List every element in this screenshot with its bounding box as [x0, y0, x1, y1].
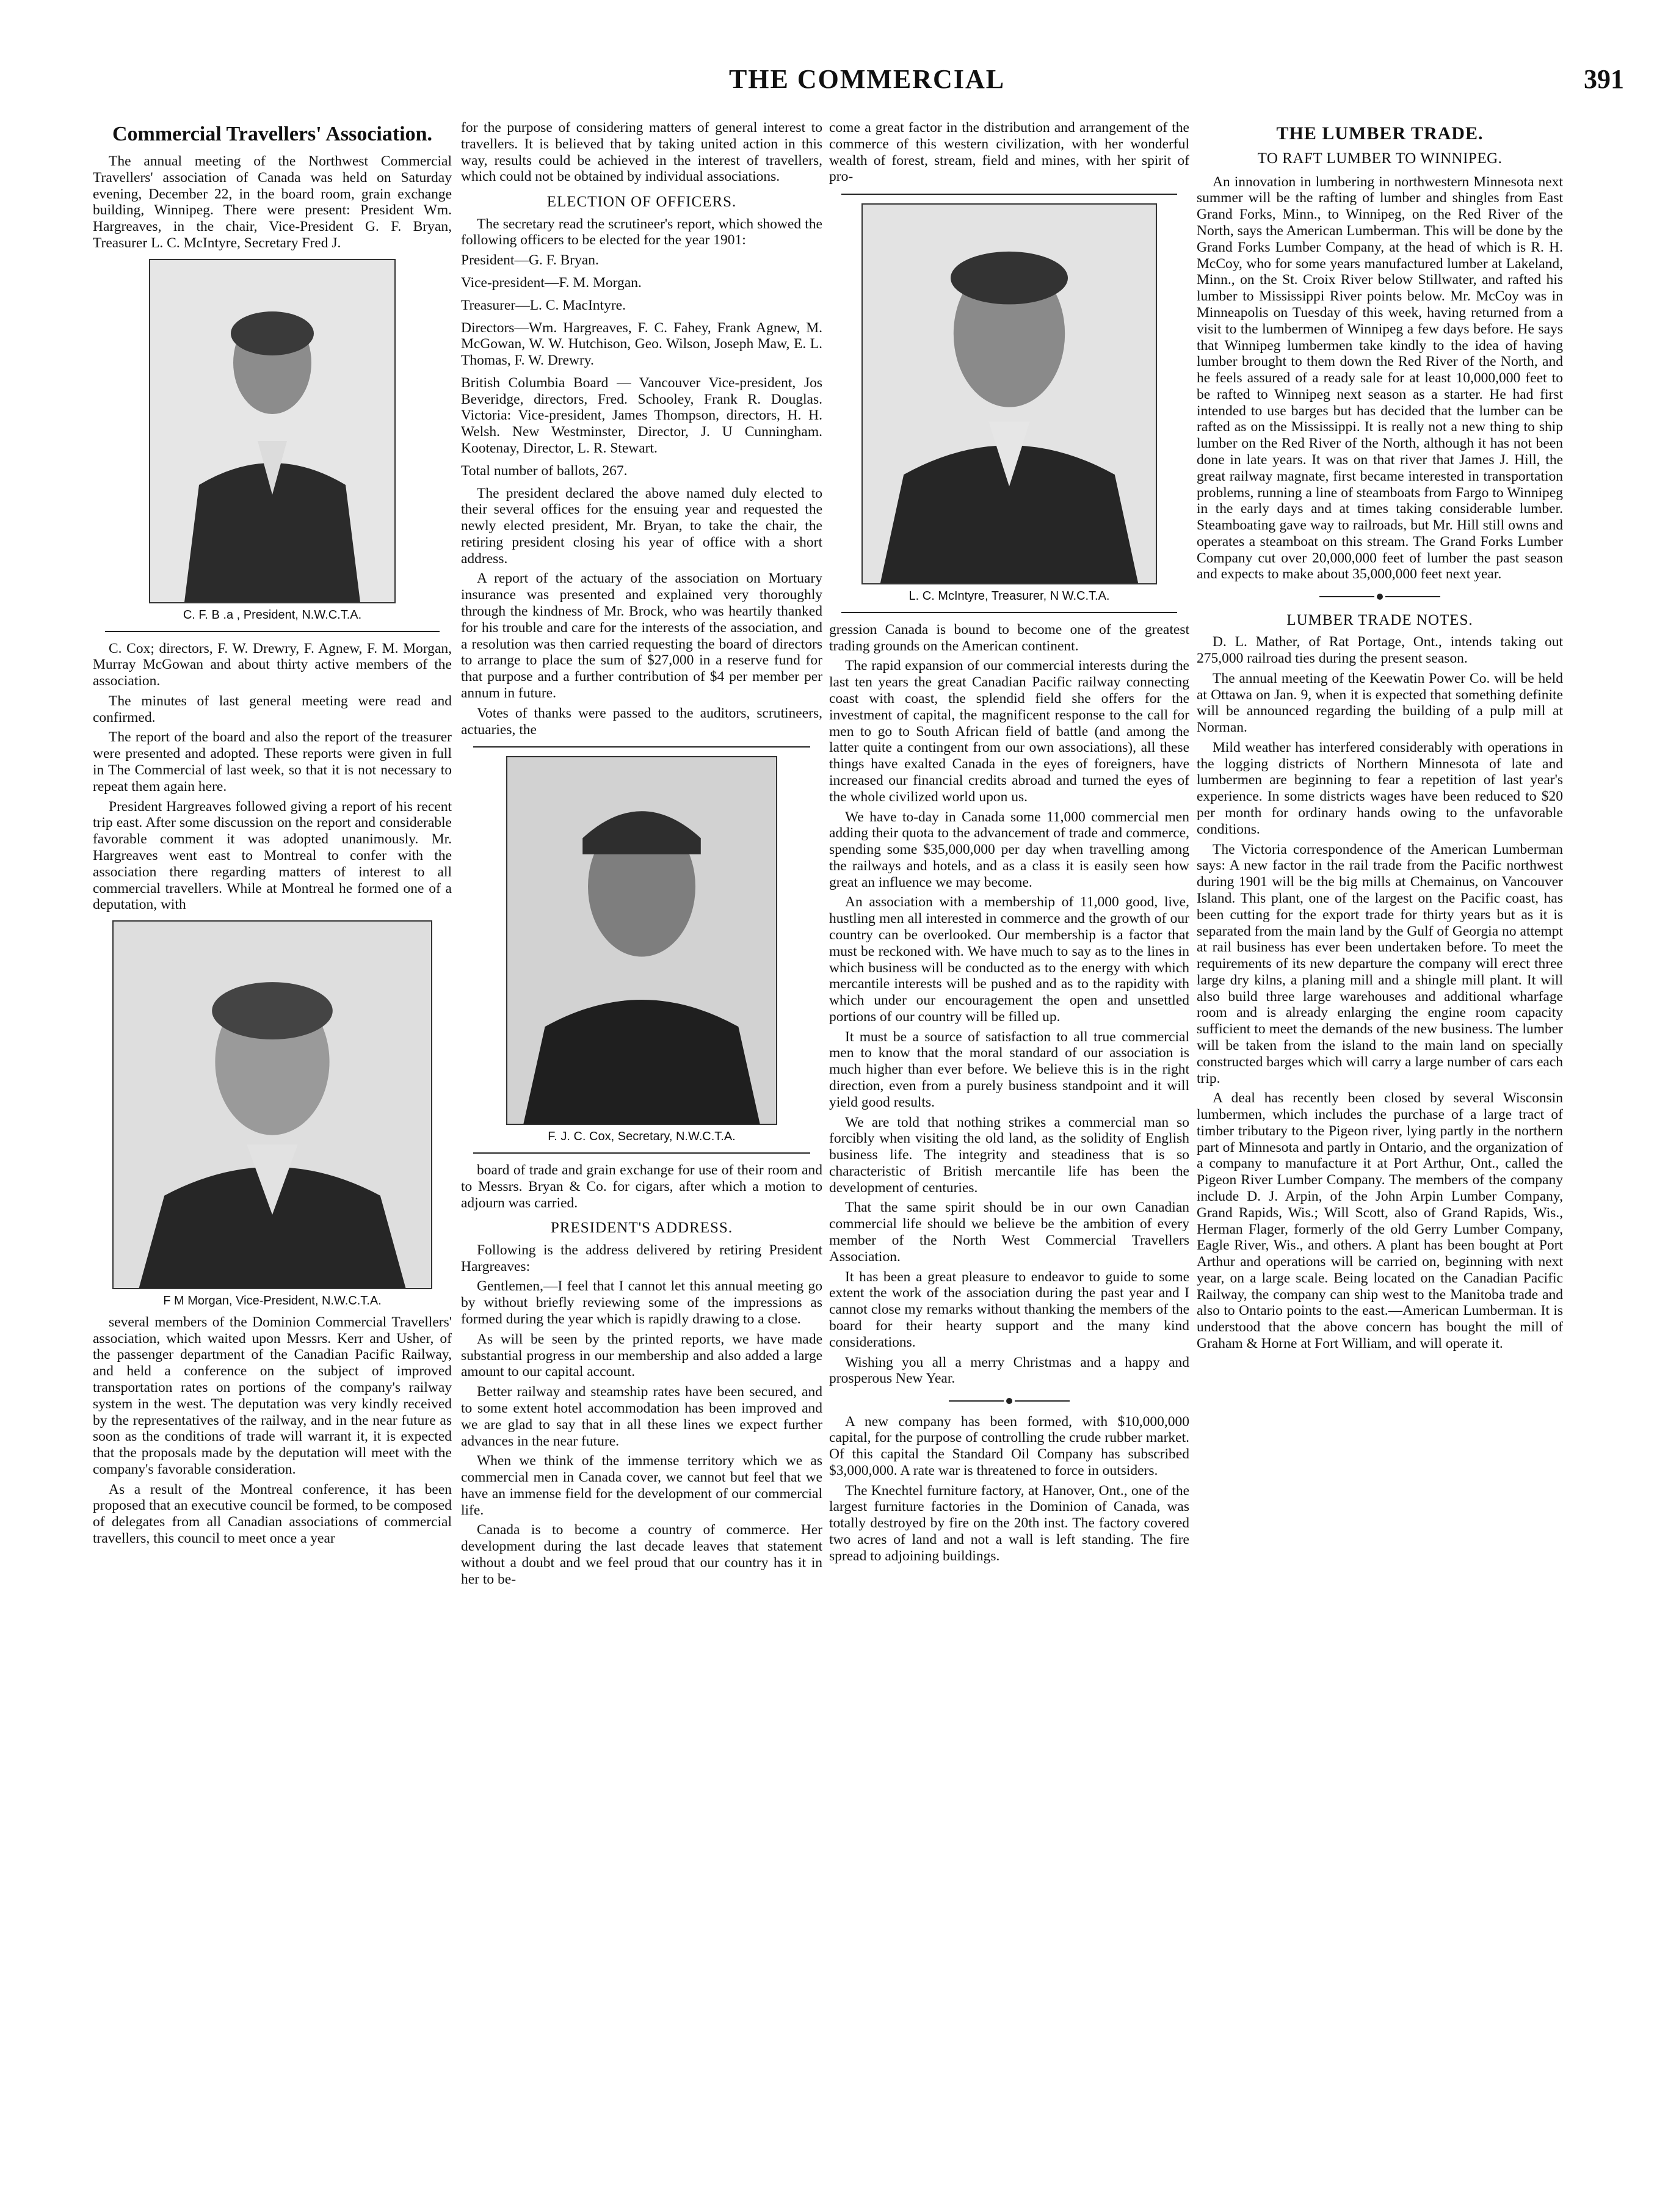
paragraph: The Victoria correspondence of the American Lumberman says: A new factor in the rail trade from the Pacific northwest during 1901 will be the big mills at Chemainus, on Vancouver Island. This plant, one of the largest on the Pacific coast, has been cutting for the export trade for thirty years but as it is separated from the main land by the Gulf of Georgia no attempt at rail business has ever been undertaken before. To meet the requirements of its new departure the company will erect three large dry kilns, a planing mill and a shingle mill plant. It will also build three large warehouses and additional wharfage room and is already enlarging the engine room capacity sufficient to meet the demands of the new business. The lumber will be taken from the island to the main land on specially constructed barges which will carry a large number of cars each trip.	[1197, 841, 1563, 1086]
portrait-figure	[93, 259, 452, 622]
portrait-illustration	[114, 922, 431, 1288]
portrait-illustration	[863, 205, 1156, 583]
paragraph: An innovation in lumbering in northwestern Minnesota next summer will be the rafting of lumber and shingles from East Grand Forks, Minn., to Winnipeg, on the Red River of the North, says the American Lumberman. This will be done by the Grand Forks Lumber Company, at the head of which is R. H. McCoy, who for some years manufactured lumber at Lakeland, Minn., on the St. Croix River below Stillwater, and rafted his lumber to Mississippi River points below. Mr. McCoy was in Minneapolis on Tuesday of this week, having returned from a visit to the lumbermen of Winnipeg a few days before. He says that Winnipeg lumbermen take kindly to the idea of having lumber brought to them down the Red River of the North, and he feels assured of a ready sale for at least 10,000,000 feet to be rafted to Winnipeg next season as a starter. He had first intended to use barges but has decided that the lumber can be rafted as on the Mississippi. It is really not a new thing to ship lumber on the Red River of the North, although it has not been done in late years. It was on that river that James J. Hill, the great railway magnate, first became interested in transportation problems, running a line of steamboats from Fargo to Winnipeg in the early days and at times taking considerable lumber. Steamboating gave way to railroads, but Mr. Hill still owns and operates a steamboat on this stream. The Grand Forks Lumber Company cut over 20,000,000 feet of lumber the past season and expects to make about 35,000,000 feet next year.	[1197, 173, 1563, 583]
paragraph: C. Cox; directors, F. W. Drewry, F. Agnew, F. M. Morgan, Murray McGowan and about thirty active members of the association.	[93, 640, 452, 689]
officer-entry: Total number of ballots, 267.	[461, 462, 628, 479]
paragraph: That the same spirit should be in our own Canadian commercial life should we believe be the ambition of every member of the North West Commercial Travellers Association.	[829, 1199, 1189, 1265]
ornament-divider	[829, 1393, 1189, 1408]
divider	[841, 612, 1177, 613]
portrait-photo	[112, 920, 432, 1289]
column-4	[1197, 120, 1563, 2184]
divider	[473, 746, 810, 748]
column-1	[93, 120, 452, 2184]
portrait-photo	[506, 756, 777, 1125]
paragraph: It has been a great pleasure to endeavor to guide to some extent the work of the association during the past year and I cannot close my remarks without thanking the members of the board for their hearty support and the many kind considerations.	[829, 1268, 1189, 1350]
paragraph: President Hargreaves followed giving a report of his recent trip east. After some discussion on the report and considerable favorable comment it was adopted unanimously. Mr. Hargreaves went east to Montreal to confer with the association there regarding matters of interest to all commercial travellers. While at Montreal he formed one of a deputation, with	[93, 798, 452, 913]
portrait-figure	[93, 920, 452, 1308]
paragraph: Mild weather has interfered considerably with operations in the logging districts of Northern Minnesota of late and lumbermen are beginning to fear a repetition of last year's experience. In some districts wages have been reduced to $20 per month for ordinary hands owing to the unfavorable conditions.	[1197, 739, 1563, 837]
page-number: 391	[1584, 64, 1624, 94]
portrait-figure	[461, 756, 822, 1144]
portrait-illustration	[507, 757, 776, 1124]
article-headline: THE LUMBER TRADE.	[1276, 123, 1484, 144]
ornament-divider	[1197, 589, 1563, 603]
divider	[105, 631, 440, 632]
paragraph: The report of the board and also the report of the treasurer were presented and adopted. These reports were given in full in The Commercial of last week, so that it is not necessary to repeat them again here.	[93, 729, 452, 795]
divider	[841, 194, 1177, 195]
paragraph: The secretary read the scrutineer's report, which showed the following officers to be elected for the year 1901:	[461, 216, 822, 249]
section-heading: LUMBER TRADE NOTES.	[1286, 611, 1473, 628]
officer-entry: Treasurer—L. C. MacIntyre.	[461, 297, 626, 313]
paragraph: Canada is to become a country of commerce. Her development during the last decade leaves that statement without a doubt and we feel proud that our country has it in her to be-	[461, 1522, 822, 1587]
paragraph: D. L. Mather, of Rat Portage, Ont., intends taking out 275,000 railroad ties during the present season.	[1197, 634, 1563, 666]
officer-entry: Directors—Wm. Hargreaves, F. C. Fahey, Frank Agnew, M. McGowan, W. W. Hutchison, Geo. Wilson, Joseph Maw, E. L. Thomas, F. W. Drewry.	[461, 319, 822, 369]
paragraph: board of trade and grain exchange for use of their room and to Messrs. Bryan & Co. for cigars, after which a motion to adjourn was carried.	[461, 1162, 822, 1211]
photo-caption: C. F. B .a , President, N.W.C.T.A.	[183, 608, 362, 622]
portrait-photo	[861, 203, 1157, 584]
column-2	[461, 120, 822, 2184]
portrait-illustration	[150, 260, 394, 602]
portrait-figure	[829, 203, 1189, 603]
paragraph: A report of the actuary of the association on Mortuary insurance was presented and explained very thoroughly through the kindness of Mr. Brock, who was heartily thanked for his trouble and care for the interests of the association, and a resolution was then carried requesting the board of directors to arrange to place the sum of $27,000 in a reserve fund for that purpose and a further contribution of $4 per member per annum in future.	[461, 570, 822, 701]
paragraph: Better railway and steamship rates have been secured, and to some extent hotel accommodation has been improved and we are glad to say that in all these lines we expect further advances in the near future.	[461, 1384, 822, 1449]
officer-entry: Vice-president—F. M. Morgan.	[461, 274, 642, 291]
paragraph: As will be seen by the printed reports, we have made substantial progress in our membership and also added a large amount to our capital account.	[461, 1331, 822, 1380]
article-subheading: TO RAFT LUMBER TO WINNIPEG.	[1257, 150, 1503, 167]
section-heading: PRESIDENT'S ADDRESS.	[550, 1220, 733, 1237]
paragraph: Following is the address delivered by retiring President Hargreaves:	[461, 1242, 822, 1275]
paragraph: The president declared the above named duly elected to their several offices for the ensuing year and requested the newly elected president, Mr. Bryan, to take the chair, the retiring president closing his year of office with a short address.	[461, 485, 822, 567]
officer-entry: President—G. F. Bryan.	[461, 252, 599, 269]
paragraph: Votes of thanks were passed to the auditors, scrutineers, actuaries, the	[461, 705, 822, 738]
page-header	[85, 64, 1648, 106]
paragraph: for the purpose of considering matters of general interest to travellers. It is believed that by taking united action in this way, results could be achieved in the interest of travellers, which could not be obtained by individual associations.	[461, 120, 822, 185]
photo-caption: F M Morgan, Vice-President, N.W.C.T.A.	[163, 1294, 382, 1308]
paragraph: When we think of the immense territory which we as commercial men in Canada cover, we cannot but feel that we have an immense field for the development of our commercial life.	[461, 1453, 822, 1518]
officer-entry: British Columbia Board — Vancouver Vice-president, Jos Beveridge, directors, Fred. Schooley, Frank R. Douglas. Victoria: Vice-president, James Thompson, directors, H. H. Welsh. New Westminster, Director, J. U Cunningham. Kootenay, Director, L. R. Stewart.	[461, 374, 822, 456]
section-heading: ELECTION OF OFFICERS.	[546, 194, 737, 211]
paragraph: It must be a source of satisfaction to all true commercial men to know that the moral standard of our association is much higher than ever before. We believe this is in the right direction, even from a purely business standpoint and it will yield good results.	[829, 1028, 1189, 1110]
divider	[473, 1152, 810, 1154]
paragraph: We have to-day in Canada some 11,000 commercial men adding their quota to the advancement of trade and commerce, spending some $35,000,000 per day when travelling among the railways and hotels, and as a class it is easily seen how great an influence we may become.	[829, 809, 1189, 890]
column-3	[829, 120, 1189, 2184]
paragraph: A deal has recently been closed by several Wisconsin lumbermen, which includes the purchase of a large tract of timber tributary to the Pigeon river, lying partly in the northern part of Minnesota and partly in Ontario, and the organization of a company to manufacture it at Port Arthur, Ont., called the Pigeon River Lumber Company. The members of the company include D. J. Arpin, of the John Arpin Lumber Company, Grand Rapids, Wis.; Will Scott, also of Grand Rapids, Wis., Herman Flager, formerly of the old Gerry Lumber Company, Eagle River, Wis., and others. A plant has been bought at Port Arthur and operations will be carried on, beginning with next year, on a large scale. Being located on the Canadian Pacific Railway, the company can ship west to the Manitoba trade and also to Ontario points to the east.—American Lumberman. It is understood that the above concern has bought the mill of Graham & Horne at Fort William, and will operate it.	[1197, 1090, 1563, 1352]
paragraph: Wishing you all a merry Christmas and a happy and prosperous New Year.	[829, 1354, 1189, 1387]
paragraph: several members of the Dominion Commercial Travellers' association, which waited upon Messrs. Kerr and Usher, of the passenger department of the Canadian Pacific Railway, and held a conference on the subject of improved transportation rates on portions of the company's railway system in the west. The deputation was very kindly received by the representatives of the railway, and in the near future as soon as the conditions of trade will warrant it, it is expected that the proposals made by the deputation will meet with the company's favorable consideration.	[93, 1314, 452, 1477]
photo-caption: L. C. McIntyre, Treasurer, N W.C.T.A.	[908, 589, 1110, 603]
photo-caption: F. J. C. Cox, Secretary, N.W.C.T.A.	[548, 1130, 736, 1144]
paragraph: The annual meeting of the Northwest Commercial Travellers' association of Canada was held on Saturday evening, December 22, in the board room, grain exchange building, Winnipeg. There were present: President Wm. Hargreaves, in the chair, Vice-President G. F. Bryan, Treasurer L. C. McIntyre, Secretary Fred J.	[93, 153, 452, 251]
paragraph: As a result of the Montreal conference, it has been proposed that an executive council be formed, to be composed of delegates from all Canadian associations of commercial travellers, this council to meet once a year	[93, 1481, 452, 1547]
paragraph: The annual meeting of the Keewatin Power Co. will be held at Ottawa on Jan. 9, when it is expected that something definite will be announced regarding the building of a pulp mill at Norman.	[1197, 670, 1563, 736]
portrait-photo	[149, 259, 396, 603]
paragraph: The minutes of last general meeting were read and confirmed.	[93, 693, 452, 726]
paragraph: come a great factor in the distribution and arrangement of the commerce of this western civilization, with her wonderful wealth of forest, stream, field and mines, with her spirit of pro-	[829, 120, 1189, 185]
paragraph: gression Canada is bound to become one of the greatest trading grounds on the American continent.	[829, 621, 1189, 654]
paragraph: We are told that nothing strikes a commercial man so forcibly when visiting the old land, as the solidity of English business life. The integrity and steadiness that is so characteristic of British mercantile life has been the development of centuries.	[829, 1114, 1189, 1196]
paragraph: Gentlemen,—I feel that I cannot let this annual meeting go by without briefly reviewing some of the impressions as formed during the year which is rapidly drawing to a close.	[461, 1278, 822, 1328]
paragraph: The rapid expansion of our commercial interests during the last ten years the great Canadian Pacific railway connecting coast with coast, the splendid field she offers for the investment of capital, the magnificent response to the call for men to go to South African field of battle (and among the latter quite a contingent from our own associations), all these things have exalted Canada in the eyes of foreigners, have increased our financial credits abroad and turned the eyes of the whole civilized world upon us.	[829, 658, 1189, 805]
paragraph: A new company has been formed, with $10,000,000 capital, for the purpose of controlling the crude rubber market. Of this capital the Standard Oil Company has subscribed $3,000,000. A rate war is threatened to force in outsiders.	[829, 1413, 1189, 1479]
paragraph: The Knechtel furniture factory, at Hanover, Ont., one of the largest furniture factories in the Dominion of Canada, was totally destroyed by fire on the 20th inst. The factory covered two acres of land and not a wall is left standing. The fire spread to adjoining buildings.	[829, 1482, 1189, 1564]
publication-title: THE COMMERCIAL	[728, 64, 1006, 94]
article-headline: Commercial Travellers' Association.	[112, 123, 433, 145]
paragraph: An association with a membership of 11,000 good, live, hustling men all interested in commerce and the growth of our country can be overlooked. Our membership is a factor that must be reckoned with. We have much to say as to the lines in which business will be conducted as to the energy with which mercantile interests will be pushed and as to the rapidity with which under our encouragement the open and unsettled portions of our country will be filled up.	[829, 894, 1189, 1025]
